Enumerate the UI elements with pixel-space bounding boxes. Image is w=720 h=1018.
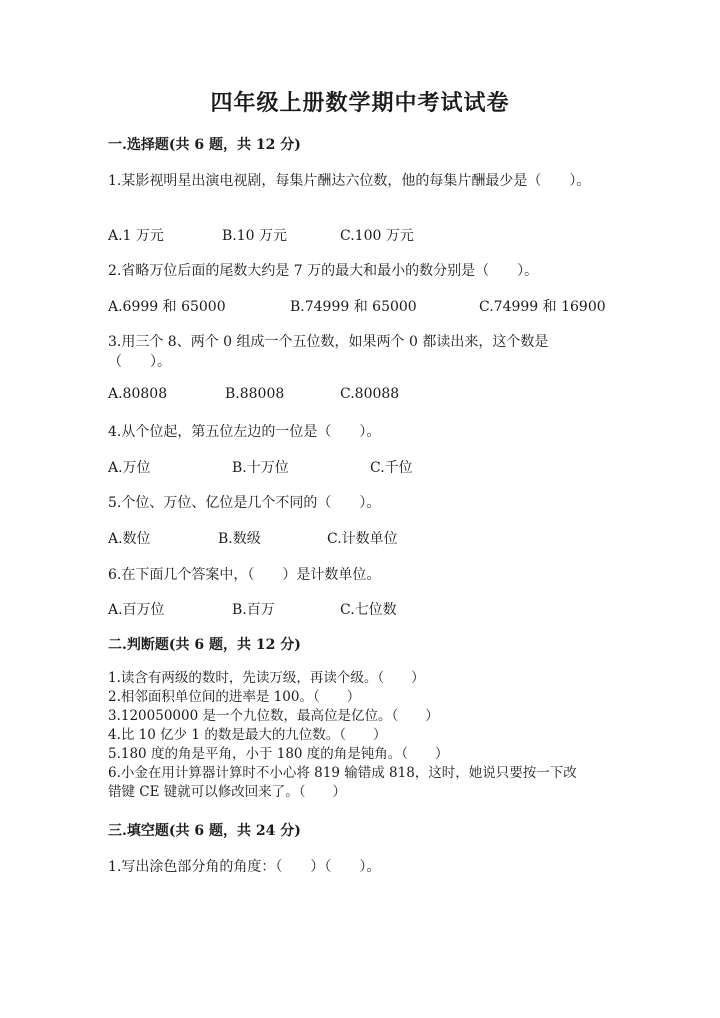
option-a: A.万位 — [108, 460, 151, 476]
question-text: 5.个位、万位、亿位是几个不同的（ ）。 — [108, 495, 381, 511]
option-a: A.80808 — [108, 386, 168, 402]
option-a: A.数位 — [108, 531, 151, 547]
question-text: 1.写出涂色部分角的角度：（ ）（ ）。 — [108, 859, 381, 875]
question-text: 1.某影视明星出演电视剧，每集片酬达六位数，他的每集片酬最少是（ ）。 — [108, 173, 591, 189]
option-b: B.88008 — [225, 386, 285, 402]
judgement-item: 5.180 度的角是平角，小于 180 度的角是钝角。（ ） — [108, 746, 449, 762]
option-a: A.百万位 — [108, 602, 165, 618]
option-b: B.10 万元 — [222, 228, 288, 244]
option-c: C.74999 和 16900 — [479, 299, 606, 315]
option-b: B.十万位 — [232, 460, 289, 476]
question-text-line2: （ ）。 — [108, 354, 171, 370]
judgement-item: 3.120050000 是一个九位数，最高位是亿位。（ ） — [108, 708, 439, 724]
option-b: B.数级 — [218, 531, 261, 547]
option-c: C.七位数 — [340, 602, 397, 618]
option-c: C.千位 — [370, 460, 413, 476]
option-c: C.80088 — [340, 386, 400, 402]
question-text-line1: 3.用三个 8、两个 0 组成一个五位数，如果两个 0 都读出来，这个数是 — [108, 334, 549, 350]
section-heading-choice: 一.选择题(共 6 题，共 12 分) — [108, 137, 301, 153]
exam-title: 四年级上册数学期中考试试卷 — [210, 90, 510, 116]
option-c: C.计数单位 — [327, 531, 398, 547]
judgement-item: 4.比 10 亿少 1 的数是最大的九位数。（ ） — [108, 727, 387, 743]
section-heading-judgement: 二.判断题(共 6 题，共 12 分) — [108, 637, 301, 653]
option-c: C.100 万元 — [340, 228, 414, 244]
judgement-item-continued: 错键 CE 键就可以修改回来了。（ ） — [108, 784, 347, 800]
question-text: 4.从个位起，第五位左边的一位是（ ）。 — [108, 424, 381, 440]
option-a: A.1 万元 — [108, 228, 164, 244]
judgement-item: 1.读含有两级的数时，先读万级，再读个级。（ ） — [108, 670, 425, 686]
option-b: B.74999 和 65000 — [290, 299, 417, 315]
section-heading-fill: 三.填空题(共 6 题，共 24 分) — [108, 823, 301, 839]
judgement-item: 2.相邻面积单位间的进率是 100。（ ） — [108, 689, 361, 705]
option-b: B.百万 — [232, 602, 275, 618]
question-text: 6.在下面几个答案中，（ ）是计数单位。 — [108, 567, 381, 583]
judgement-item: 6.小金在用计算器计算时不小心将 819 输错成 818，这时，她说只要按一下改 — [108, 765, 577, 781]
option-a: A.6999 和 65000 — [108, 299, 226, 315]
question-text: 2.省略万位后面的尾数大约是 7 万的最大和最小的数分别是（ ）。 — [108, 263, 539, 279]
